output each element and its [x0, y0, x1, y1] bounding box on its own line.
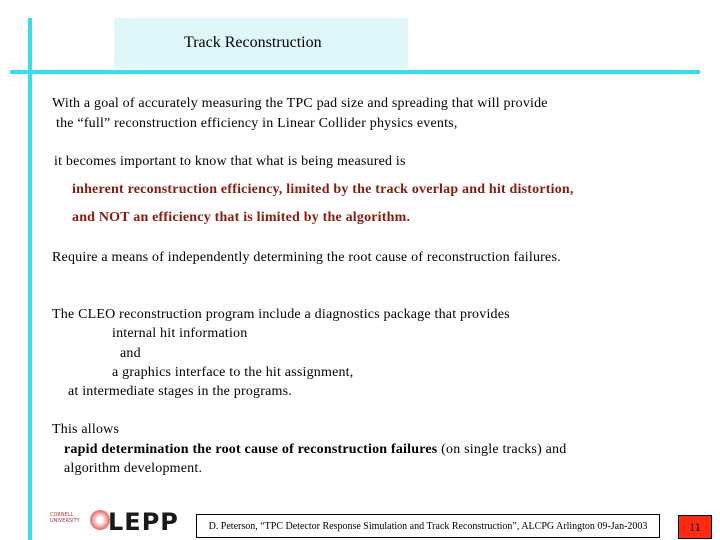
- title-underline-bar: [10, 70, 700, 74]
- footer-citation: D. Peterson, “TPC Detector Response Simulation and Track Reconstruction”, ALCPG Arlington 09-Jan-2003: [196, 514, 660, 538]
- para4-line1: The CLEO reconstruction program include a diagnostics package that provides: [52, 307, 510, 322]
- para4-line2: internal hit information: [112, 326, 248, 341]
- para1-line1: With a goal of accurately measuring the TPC pad size and spreading that will provide: [52, 96, 548, 111]
- para5-bold: rapid determination the root cause of reconstruction failures: [64, 442, 438, 457]
- page-number-badge: 11: [678, 515, 712, 539]
- para4-line5: at intermediate stages in the programs.: [68, 384, 292, 399]
- logo-wordmark: LEPP: [108, 508, 179, 536]
- para1-line2: the “full” reconstruction efficiency in Linear Collider physics events,: [56, 116, 458, 131]
- para5-line1: This allows: [52, 422, 120, 437]
- para3: Require a means of independently determining the root cause of reconstruction failures.: [52, 250, 561, 265]
- lepp-logo: [48, 508, 178, 540]
- left-accent-bar: [28, 18, 32, 540]
- emphasis-line2: and NOT an efficiency that is limited by the algorithm.: [72, 210, 411, 225]
- para5-line2: [64, 442, 566, 458]
- para2: it becomes important to know that what is being measured is: [54, 154, 406, 169]
- cornell-seal-text: CORNELL UNIVERSITY: [50, 512, 80, 524]
- para5-rest: (on single tracks) and: [437, 442, 567, 457]
- para4-line3: and: [120, 346, 141, 361]
- emphasis-line1: inherent reconstruction efficiency, limited by the track overlap and hit distortion,: [72, 182, 574, 197]
- para4-line4: a graphics interface to the hit assignment,: [112, 365, 354, 380]
- slide-title: Track Reconstruction: [184, 34, 322, 51]
- logo-emblem-icon: [90, 510, 110, 530]
- para5-line3: algorithm development.: [64, 461, 203, 476]
